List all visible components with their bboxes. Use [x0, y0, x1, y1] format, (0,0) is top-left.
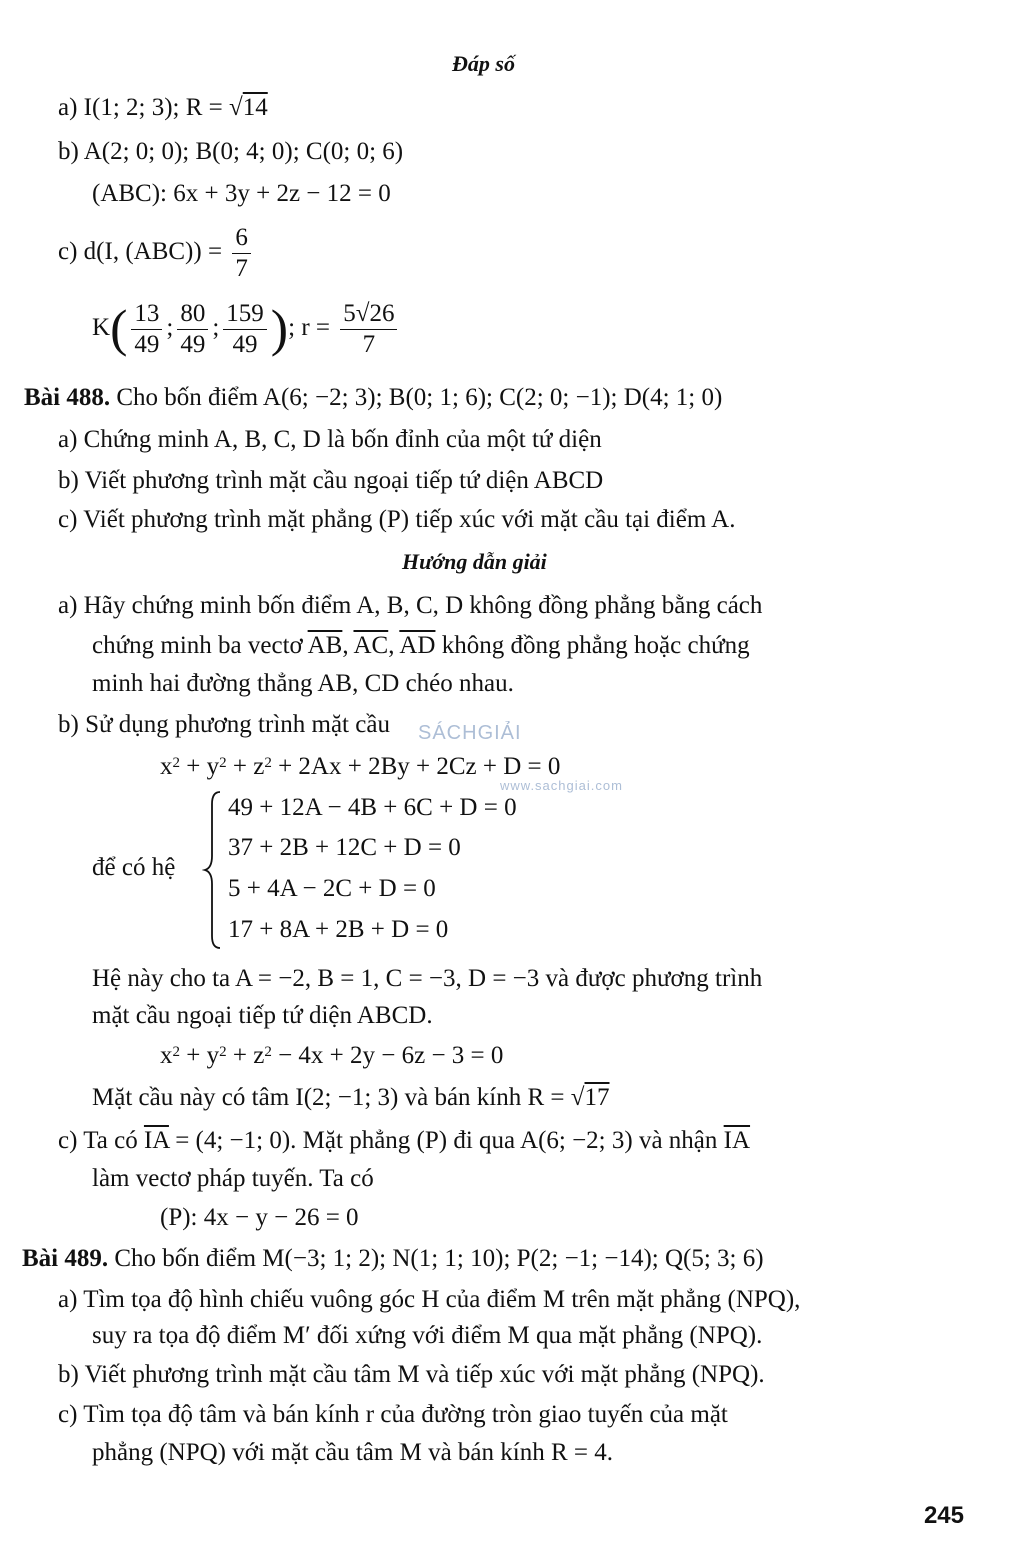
- system-eq-2: 37 + 2B + 12C + D = 0: [228, 834, 461, 861]
- answer-b2: (ABC): 6x + 3y + 2z − 12 = 0: [92, 180, 391, 207]
- bai488-statement: [24, 382, 722, 414]
- guide-a2-post: không đồng phẳng hoặc chứng: [435, 632, 750, 659]
- fraction-k3: $\frac{159}{49}$: [223, 299, 267, 360]
- left-brace-icon: [202, 790, 224, 950]
- sphere-final-rest: − 4x + 2y − 6z − 3 = 0: [271, 1042, 504, 1069]
- bai488-b: b) Viết phương trình mặt cầu ngoại tiếp tứ diện ABCD: [58, 467, 604, 494]
- bai488-text: Cho bốn điểm A(6; −2; 3); B(0; 1; 6); C(2; 0; −1); D(4; 1; 0): [110, 384, 723, 411]
- guide-a3: minh hai đường thẳng AB, CD chéo nhau.: [92, 670, 514, 697]
- sphere-general-eq: $x^2 + y^2 + z^2 + 2Ax + 2By + 2Cz + D = 0$: [160, 753, 561, 780]
- guide-b1: b) Sử dụng phương trình mặt cầu: [58, 711, 390, 738]
- sqrt-17: √17: [570, 1084, 610, 1111]
- bai488-a: a) Chứng minh A, B, C, D là bốn đỉnh của một tứ diện: [58, 426, 602, 453]
- answers-heading: Đáp số: [452, 51, 515, 76]
- sphere-final-eq: $x^2 + y^2 + z^2 - 4x + 2y - 6z - 3 = 0$: [160, 1042, 504, 1069]
- left-paren: (: [110, 300, 128, 358]
- vector-ia-2: $\overline{IA}$: [723, 1127, 751, 1154]
- answer-k: K( $\frac{13}{49}$ ; $\frac{80}{49}$ ; $\frac{159}{49}$ ); r = $\frac{5√26}{7}$: [92, 296, 401, 360]
- answer-a-text: a) I(1; 2; 3); R =: [58, 94, 230, 121]
- bai489-c2: phẳng (NPQ) với mặt cầu tâm M và bán kính R = 4.: [92, 1439, 613, 1466]
- guide-heading: Hướng dẫn giải: [402, 549, 547, 574]
- guide-c1: [58, 1125, 750, 1157]
- system-eq-3: 5 + 4A − 2C + D = 0: [228, 875, 436, 902]
- watermark-url: www.sachgiai.com: [500, 778, 623, 793]
- fraction-r: $\frac{5√26}{7}$: [340, 299, 397, 360]
- bai489-a1: a) Tìm tọa độ hình chiếu vuông góc H của điểm M trên mặt phẳng (NPQ),: [58, 1286, 801, 1313]
- bai488-title: Bài 488.: [24, 384, 111, 411]
- bai489-title: Bài 489.: [22, 1245, 109, 1272]
- watermark-main: SÁCHGIẢI: [418, 722, 522, 744]
- answer-c: [58, 220, 255, 284]
- bai489-statement: [22, 1243, 764, 1275]
- answer-c-text: c) d(I, (ABC)) =: [58, 238, 229, 265]
- system-eq-1: 49 + 12A − 4B + 6C + D = 0: [228, 794, 517, 821]
- vector-ia: $\overline{IA}$: [143, 1127, 169, 1154]
- vector-ab: $\overline{AB}$: [307, 632, 343, 659]
- guide-b2: Hệ này cho ta A = −2, B = 1, C = −3, D = −3 và được phương trình: [92, 965, 763, 992]
- bai489-b: b) Viết phương trình mặt cầu tâm M và tiếp xúc với mặt phẳng (NPQ).: [58, 1361, 765, 1388]
- fraction-k2: $\frac{80}{49}$: [177, 299, 208, 360]
- guide-c1-mid: = (4; −1; 0). Mặt phẳng (P) đi qua A(6; −2; 3) và nhận: [168, 1127, 724, 1154]
- guide-c1-pre: c) Ta có: [58, 1127, 144, 1154]
- right-paren: ): [270, 300, 289, 358]
- guide-a2: chứng minh ba vectơ $\overline{AB}$, $\overline{AC}$, $\overline{AD}$ không đồng phẳng hoặc chứng: [92, 632, 750, 659]
- bai489-text: Cho bốn điểm M(−3; 1; 2); N(1; 1; 10); P(2; −1; −14); Q(5; 3; 6): [108, 1245, 764, 1272]
- vector-ac: $\overline{AC}$: [353, 632, 389, 659]
- system-eq-4: 17 + 8A + 2B + D = 0: [228, 916, 449, 943]
- fraction-k1: $\frac{13}{49}$: [131, 299, 162, 360]
- bai489-c1: c) Tìm tọa độ tâm và bán kính r của đường tròn giao tuyến của mặt: [58, 1401, 728, 1428]
- plane-eq: (P): 4x − y − 26 = 0: [160, 1204, 359, 1231]
- watermark-logo: [418, 722, 522, 745]
- page-number: 245: [923, 1502, 964, 1529]
- sqrt-14: √14: [229, 94, 268, 121]
- guide-a2-pre: chứng minh ba vectơ: [92, 632, 308, 659]
- system-label: để có hệ: [92, 854, 176, 881]
- vector-ad: $\overline{AD}$: [399, 632, 436, 659]
- r-label: ; r =: [288, 314, 337, 341]
- bai488-c: c) Viết phương trình mặt phẳng (P) tiếp xúc với mặt cầu tại điểm A.: [58, 506, 736, 533]
- guide-b4: [92, 1082, 610, 1114]
- guide-c2: làm vectơ pháp tuyến. Ta có: [92, 1165, 374, 1192]
- k-label: K: [92, 314, 111, 341]
- guide-b3: mặt cầu ngoại tiếp tứ diện ABCD.: [92, 1002, 433, 1029]
- guide-a1: a) Hãy chứng minh bốn điểm A, B, C, D không đồng phẳng bằng cách: [58, 592, 763, 619]
- fraction-6-7: $\frac{6}{7}$: [232, 223, 251, 284]
- answer-a: [58, 92, 268, 124]
- answer-b1: b) A(2; 0; 0); B(0; 4; 0); C(0; 0; 6): [58, 138, 404, 165]
- bai489-a2: suy ra tọa độ điểm M′ đối xứng với điểm M qua mặt phẳng (NPQ).: [92, 1322, 763, 1349]
- sphere-eq-rest: + 2Ax + 2By + 2Cz + D = 0: [271, 753, 561, 780]
- guide-b4-text: Mặt cầu này có tâm I(2; −1; 3) và bán kính R =: [92, 1084, 571, 1111]
